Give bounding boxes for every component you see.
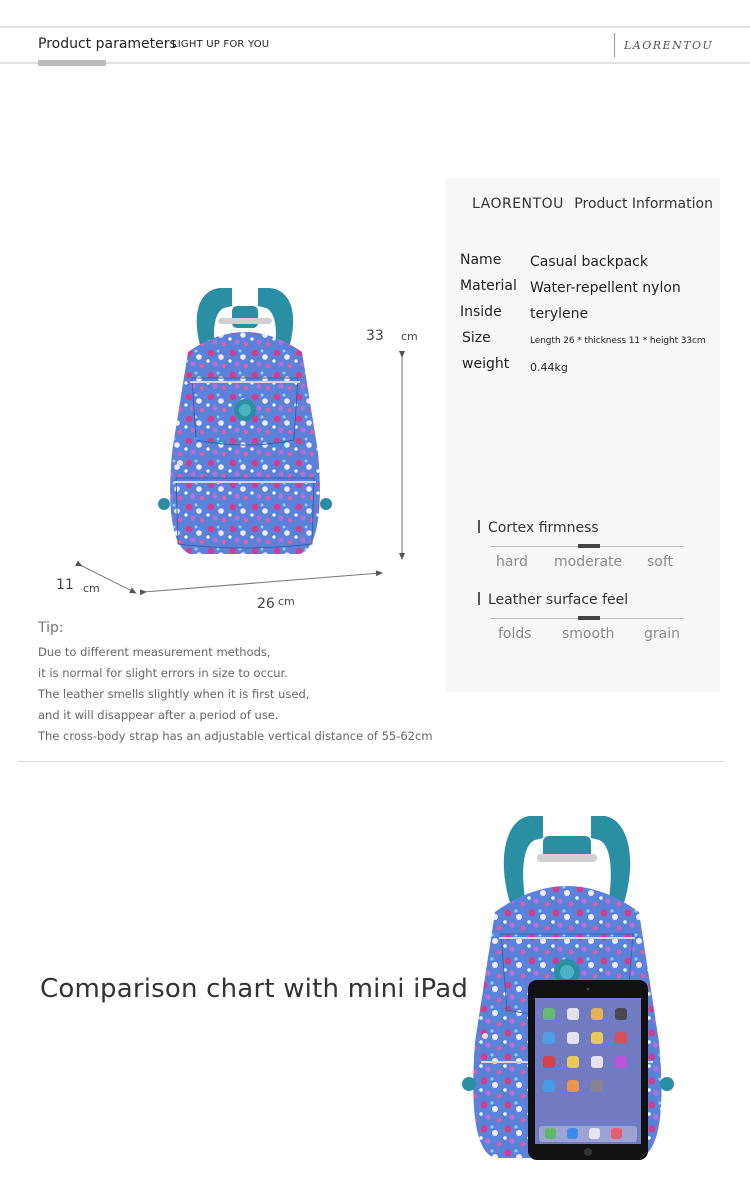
scale-title-marker — [478, 520, 480, 533]
info-key: Material — [460, 278, 517, 294]
info-value: Casual backpack — [530, 254, 648, 270]
info-row-inside — [460, 304, 720, 330]
info-key: weight — [462, 356, 510, 372]
product-info-heading — [472, 196, 713, 212]
tip-section — [38, 620, 458, 747]
scale-option-moderate: moderate — [554, 554, 623, 570]
tip-title: Tip: — [38, 620, 64, 636]
scale-selected-indicator — [578, 616, 600, 620]
depth-unit: cm — [83, 582, 100, 595]
tip-line: it is normal for slight errors in size to occur. — [38, 666, 288, 680]
scale-title-text: Cortex firmness — [488, 520, 599, 536]
scale-option-soft: soft — [647, 554, 674, 570]
depth-value: 11 — [56, 577, 74, 593]
tip-line: Due to different measurement methods, — [38, 645, 271, 659]
height-value: 33 — [366, 328, 384, 344]
header-brand-logo: LAORENTOU — [624, 39, 714, 52]
scale-selected-indicator — [578, 544, 600, 548]
info-row-size — [460, 330, 720, 356]
scale-title-text: Leather surface feel — [488, 592, 629, 608]
product-info-brand: LAORENTOU — [472, 196, 564, 212]
tip-line: The leather smells slightly when it is first used, — [38, 687, 310, 701]
info-key: Name — [460, 252, 502, 268]
product-info-title: Product Information — [574, 196, 713, 212]
section-divider — [18, 761, 724, 762]
width-value: 26 — [257, 596, 275, 612]
scale-title — [478, 592, 628, 608]
scale-title-marker — [478, 592, 480, 605]
info-key: Size — [462, 330, 491, 346]
info-row-name — [460, 252, 720, 278]
scale-option-smooth: smooth — [562, 626, 615, 642]
info-row-material — [460, 278, 720, 304]
header-title: Product parameters — [38, 36, 177, 52]
tip-line: and it will disappear after a period of use. — [38, 708, 279, 722]
info-value: terylene — [530, 306, 589, 322]
tip-line: The cross-body strap has an adjustable vertical distance of 55-62cm — [38, 729, 433, 743]
info-key: Inside — [460, 304, 502, 320]
scale-title — [478, 520, 599, 536]
scale-option-hard: hard — [496, 554, 528, 570]
info-row-weight — [460, 356, 720, 382]
info-value: 0.44kg — [530, 361, 568, 374]
info-value: Length 26 * thickness 11 * height 33cm — [530, 336, 706, 346]
scale-option-grain: grain — [644, 626, 680, 642]
ipad-mini-icon — [528, 980, 648, 1160]
width-arrow — [144, 573, 380, 592]
backpack-with-ipad-image — [455, 812, 680, 1167]
height-unit: cm — [401, 330, 418, 343]
comparison-title: Comparison chart with mini iPad — [40, 974, 469, 1004]
scale-option-folds: folds — [498, 626, 532, 642]
info-value: Water-repellent nylon — [530, 280, 681, 296]
product-information-panel — [446, 178, 720, 692]
header-subtitle: LIGHT UP FOR YOU — [172, 39, 270, 50]
width-unit: cm — [278, 595, 295, 608]
backpack-product-image — [140, 282, 350, 567]
